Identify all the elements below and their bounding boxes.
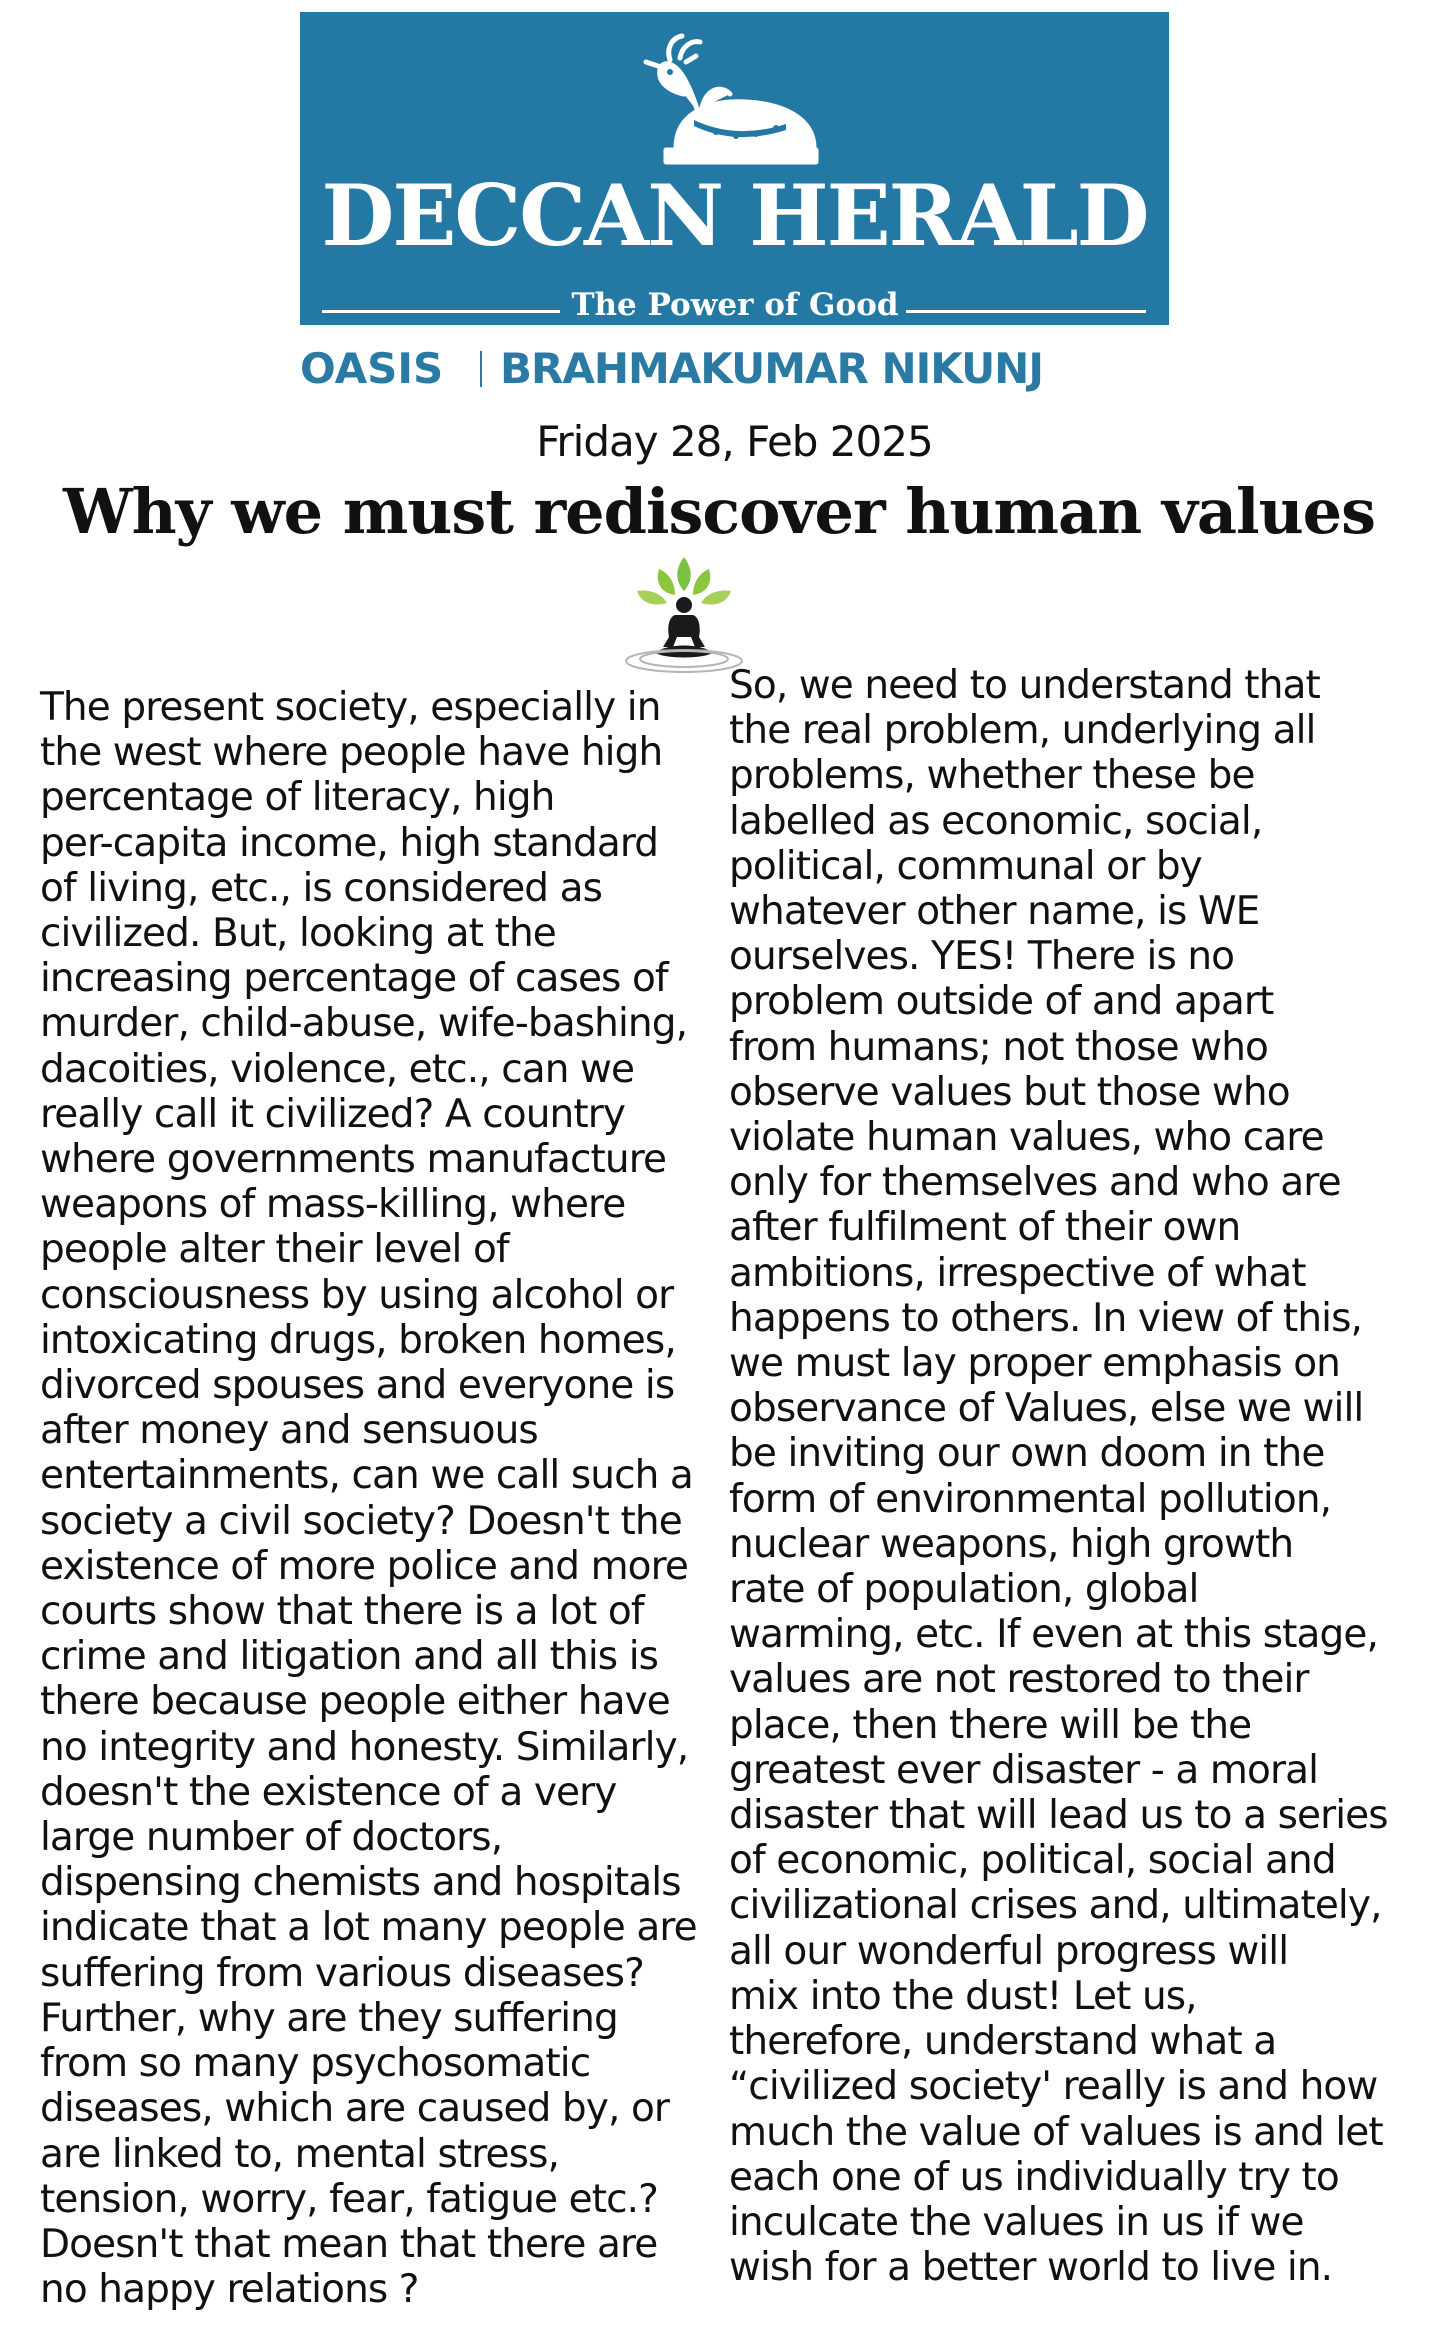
author-name: BRAHMAKUMAR NIKUNJ	[500, 344, 1043, 393]
section-name: OASIS	[300, 344, 444, 393]
article-column-right: So, we need to understand that the real problem, underlying all problems, whether these be labelled as economic, social, political, communal or by whatever other name, is WE ourselves. YES! There is no problem outside of and apart from humans; not those who observe values but those who violate human values, who care only for themselves and who are after fulfilment of their own ambitions, irrespective of what happens to others. In view of this, we must lay proper emphasis on observance of Values, else we will be inviting our own doom in the form of environmental pollution, nuclear weapons, high growth rate of population, global warming, etc. If even at this stage, values are not restored to their place, then there will be the greatest ever disaster - a moral disaster that will lead us to a series of economic, political, social and civilizational crises and, ultimately, all our wonderful progress will mix into the dust! Let us, therefore, understand what a “civilized society' really is and how much the value of values is and let each one of us individually try to inculcate the values in us if we wish for a better world to live in.	[729, 663, 1388, 2291]
article-column-left: The present society, especially in the west where people have high percentage of literacy, high per-capita income, high standard of living, etc., is considered as civilized. But, looking at the increasing percentage of cases of murder, child-abuse, wife-bashing, dacoities, violence, etc., can we really call it civilized? A country where governments manufacture weapons of mass-killing, where people alter their level of consciousness by using alcohol or intoxicating drugs, broken homes, divorced spouses and everyone is after money and sensuous entertainments, can we call such a society a civil society? Doesn't the existence of more police and more courts show that there is a lot of crime and litigation and all this is there because people either have no integrity and honesty. Similarly, doesn't the existence of a very large number of doctors, dispensing chemists and hospitals indicate that a lot many people are suffering from various diseases? Further, why are they suffering from so many psychosomatic diseases, which are caused by, or are linked to, mental stress, tension, worry, fear, fatigue etc.? Doesn't that mean that there are no happy relations ?	[40, 685, 697, 2313]
section-divider	[480, 351, 482, 387]
newspaper-name: DECCAN HERALD	[321, 166, 1148, 265]
publication-date: Friday 28, Feb 2025	[536, 417, 933, 466]
meditation-icon	[619, 547, 749, 677]
tagline-rule-right	[906, 310, 1146, 313]
article-headline: Why we must rediscover human values	[62, 475, 1376, 548]
tagline-row	[300, 287, 1169, 327]
tagline: The Power of Good	[571, 287, 899, 323]
section-row	[300, 344, 1169, 394]
bull-logo-icon	[636, 20, 836, 170]
tagline-rule-left	[322, 310, 560, 313]
masthead	[300, 12, 1169, 325]
